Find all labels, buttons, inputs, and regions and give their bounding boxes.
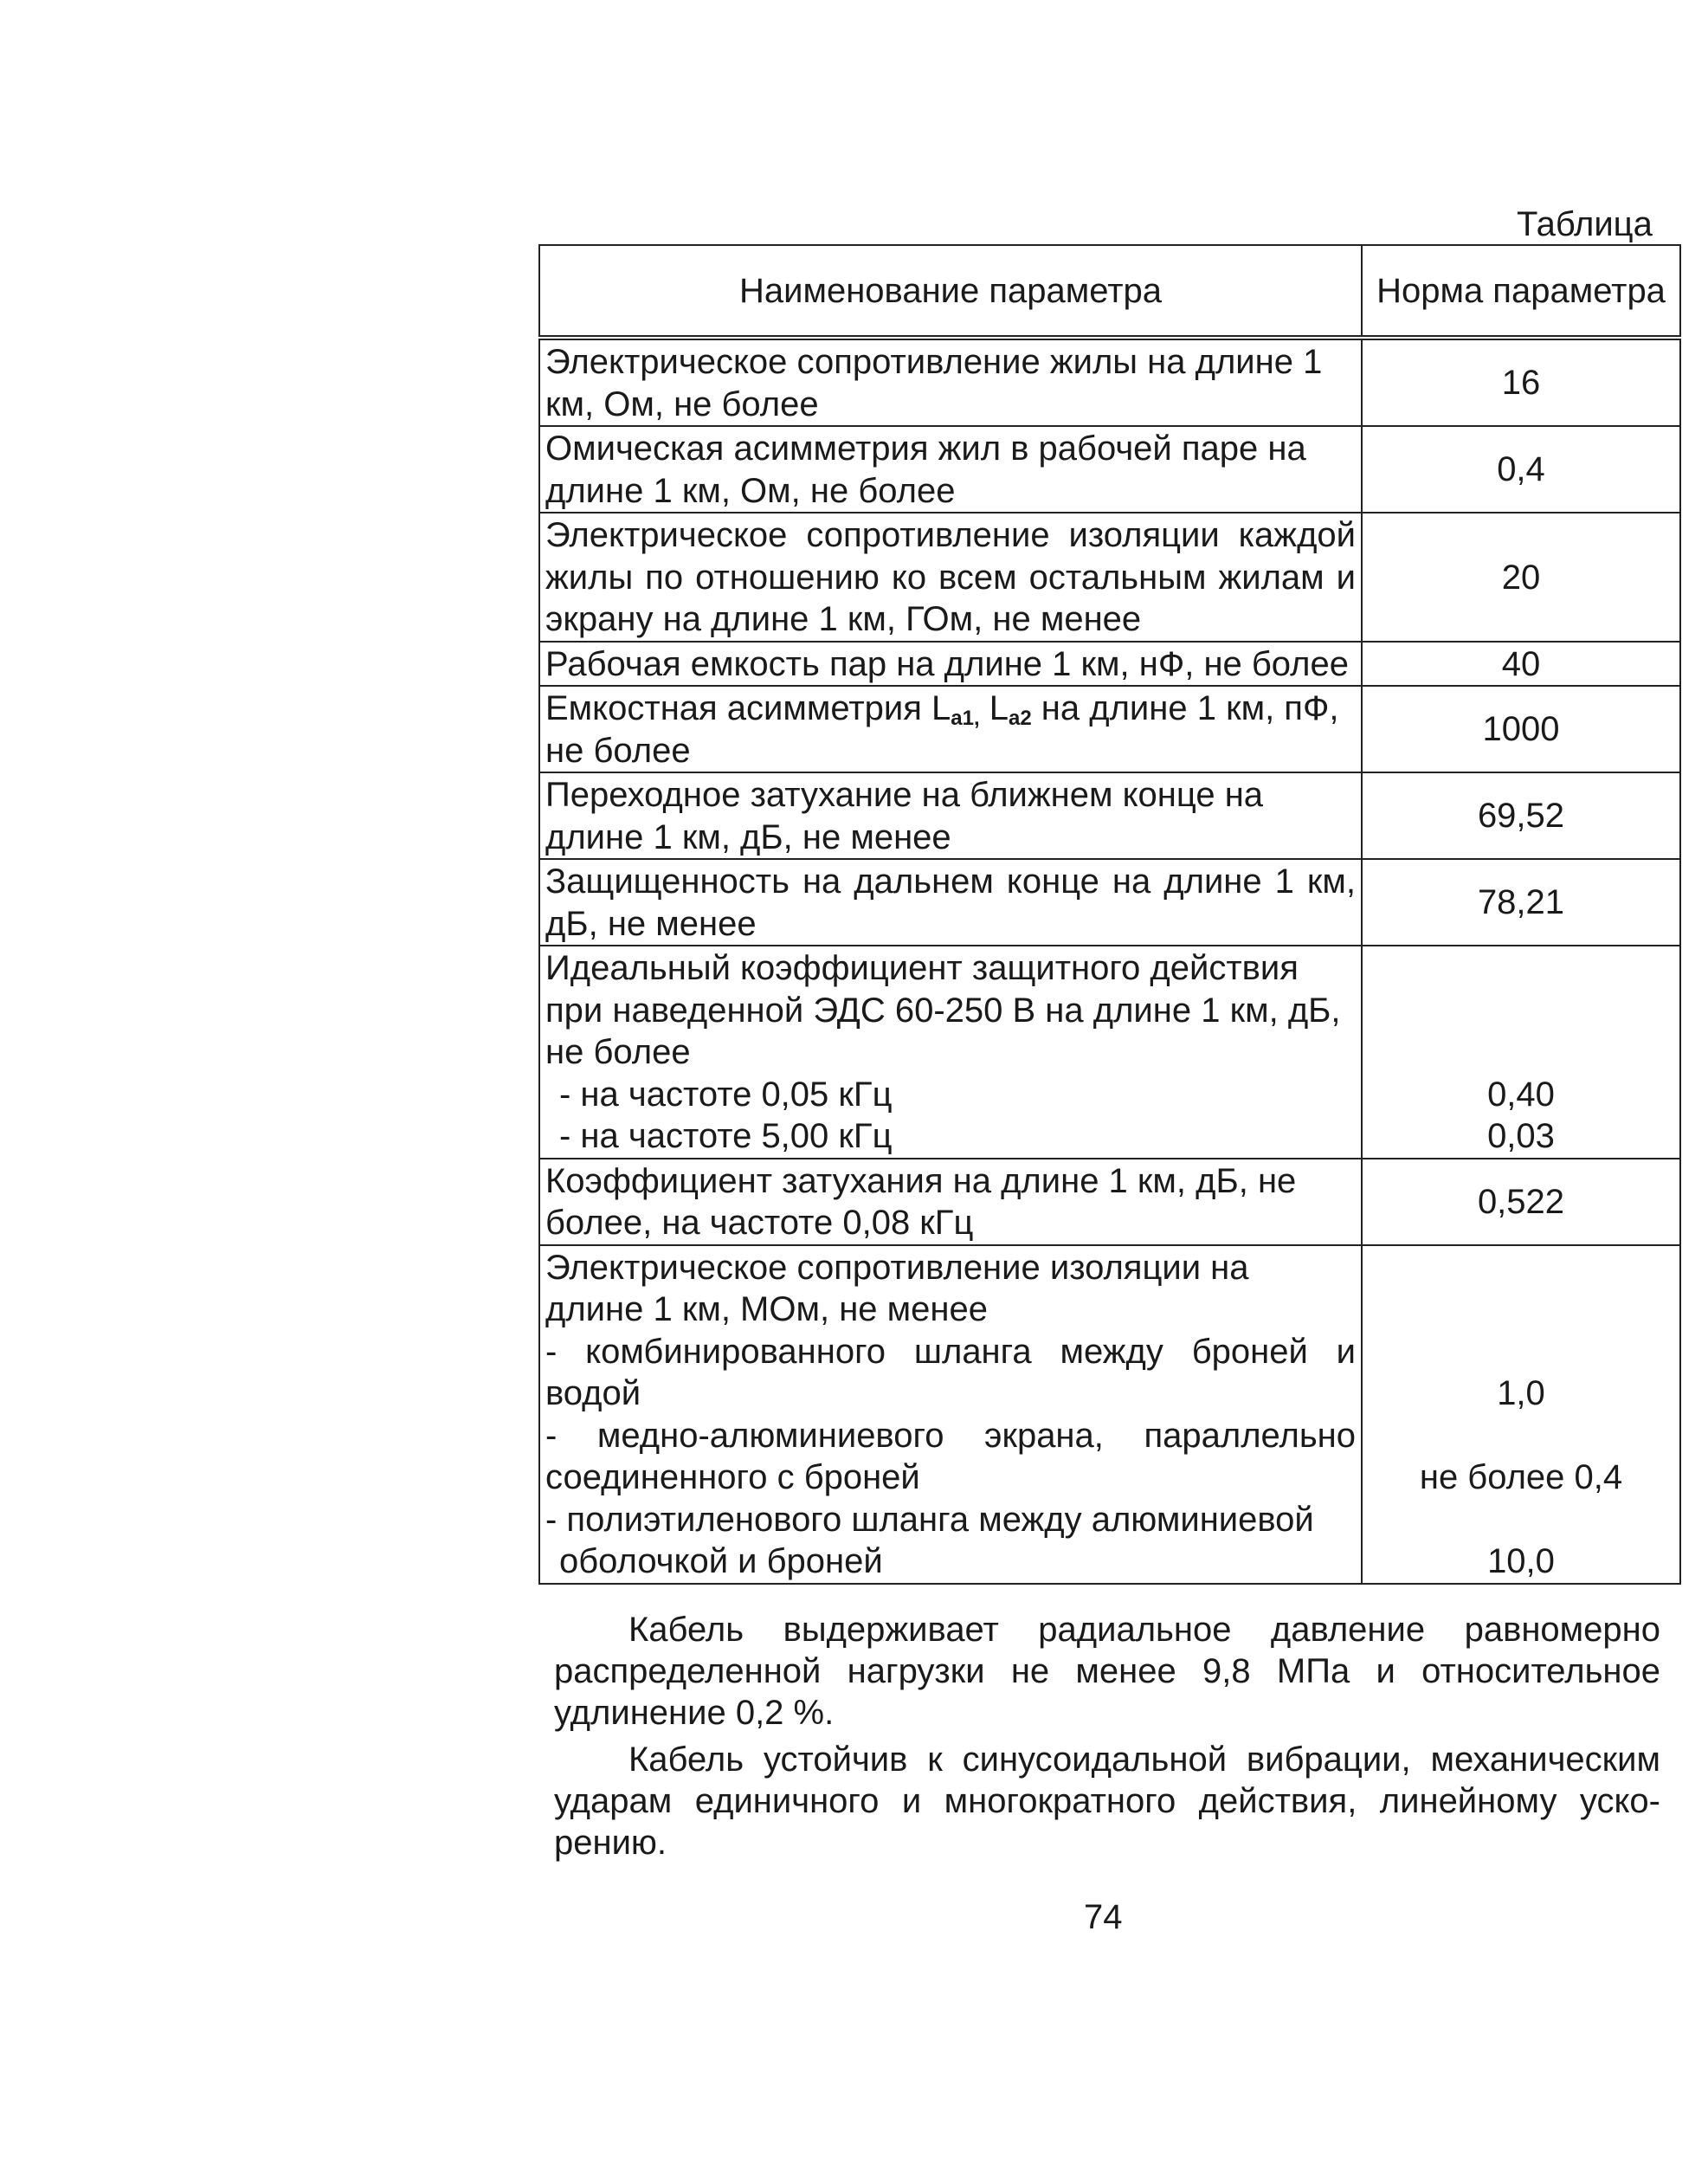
parameter-norm: 0,522 (1362, 1159, 1680, 1245)
parameter-subitem: - на частоте 0,05 кГц (559, 1075, 893, 1114)
parameter-subitem: - полиэтиленового шланга между алюминиевой (545, 1500, 1314, 1539)
subitem-value: 10,0 (1487, 1542, 1555, 1580)
subitem-value: 1,0 (1497, 1374, 1545, 1412)
name-text: Емкостная асимметрия L (545, 689, 951, 727)
parameter-subitem: соединенного с броней (545, 1458, 920, 1496)
paragraph: Кабель выдерживает радиальное давление равномерно распределенной нагрузки не менее 9,8 МПа и относительное удлинение 0,2 %. (554, 1611, 1660, 1732)
parameter-description: Идеальный коэффициент защитного действия при наведенной ЭДС 60-250 В на длине 1 км, дБ, не более (545, 949, 1341, 1071)
table-row (539, 859, 1680, 946)
parameter-name: Омическая асимметрия жил в рабочей паре на длине 1 км, Ом, не более (539, 426, 1362, 513)
subitem-value: не более 0,4 (1419, 1458, 1623, 1496)
table-row (539, 426, 1680, 513)
parameter-name: Электрическое сопротивление жилы на длине 1 км, Ом, не более (539, 338, 1362, 426)
table-row (539, 513, 1680, 642)
parameter-name: Коэффициент затухания на длине 1 км, дБ, не более, на частоте 0,08 кГц (539, 1159, 1362, 1245)
parameter-subitem: водой (545, 1374, 641, 1412)
subscript-a2: a2 (1008, 707, 1032, 730)
header-parameter-norm: Норма параметра (1362, 245, 1680, 338)
subitem-value: 0,03 (1487, 1117, 1555, 1155)
parameter-name: Рабочая емкость пар на длине 1 км, нФ, не более (539, 642, 1362, 687)
spacer (1368, 1499, 1674, 1541)
parameter-name: Переходное затухание на ближнем конце на длине 1 км, дБ, не менее (539, 772, 1362, 859)
page-number: 74 (1084, 1898, 1123, 1936)
subitem-value: 0,40 (1487, 1075, 1555, 1114)
table-row (539, 686, 1680, 772)
parameter-description: Электрическое сопротивление изоляции на длине 1 км, МОм, не менее (545, 1248, 1249, 1328)
table-row (539, 772, 1680, 859)
table-row (539, 1245, 1680, 1584)
table-header-row (539, 245, 1680, 338)
spacer (1368, 1415, 1674, 1457)
parameter-norm: 1000 (1362, 686, 1680, 772)
parameter-name (539, 1245, 1362, 1584)
parameter-norm (1362, 946, 1680, 1159)
parameter-subitem: - комбинированного шланга между броней и (545, 1332, 1356, 1371)
name-text: L (979, 689, 1009, 727)
body-text (554, 1609, 1660, 1869)
header-parameter-name: Наименование параметра (539, 245, 1362, 338)
parameter-norm (1362, 1245, 1680, 1584)
parameter-name (539, 946, 1362, 1159)
parameter-subitem: оболочкой и броней (559, 1542, 883, 1580)
parameter-subitem: - медно-алюминиевого экрана, параллельно (545, 1416, 1356, 1455)
parameter-subitem: - на частоте 5,00 кГц (559, 1117, 893, 1155)
name-text: на длине 1 км, пФ, не более (545, 689, 1339, 770)
subscript-a1: a1, (951, 707, 980, 730)
parameters-table (538, 244, 1681, 1585)
table-row (539, 946, 1680, 1159)
paragraph: Кабель устойчив к синусоидальной вибрации, механическим ударам единичного и многократного действия, линейному уско-рению. (554, 1741, 1660, 1862)
table-row (539, 1159, 1680, 1245)
parameter-norm: 0,4 (1362, 426, 1680, 513)
parameter-norm: 20 (1362, 513, 1680, 642)
parameter-norm: 69,52 (1362, 772, 1680, 859)
table-row (539, 642, 1680, 687)
parameter-name (539, 686, 1362, 772)
parameter-norm: 40 (1362, 642, 1680, 687)
parameter-name: Электрическое сопротивление изоляции каждой жилы по отношению ко всем остальным жилам и экрану на длине 1 км, ГОм, не менее (539, 513, 1362, 642)
parameter-name: Защищенность на дальнем конце на длине 1 км, дБ, не менее (539, 859, 1362, 946)
parameter-norm: 78,21 (1362, 859, 1680, 946)
table-row (539, 338, 1680, 426)
parameter-norm: 16 (1362, 338, 1680, 426)
table-caption: Таблица (1517, 205, 1653, 243)
